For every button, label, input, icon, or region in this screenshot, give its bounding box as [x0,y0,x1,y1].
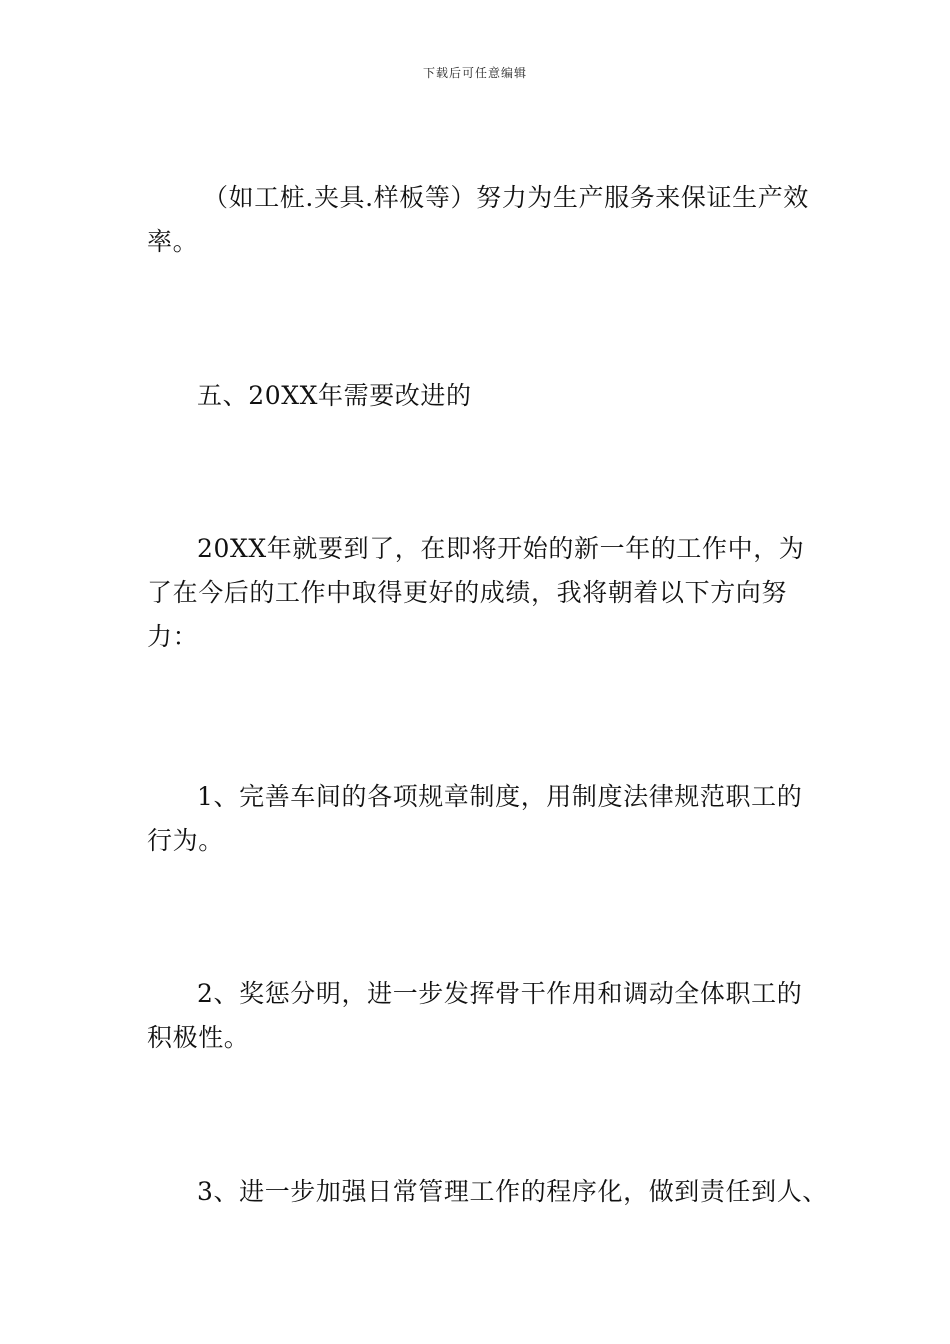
page-header: 下载后可任意编辑 [422,66,527,80]
list-item-2: 2、奖惩分明，进一步发挥骨干作用和调动全体职工的积极性。 [147,979,803,1052]
list-item-1: 1、完善车间的各项规章制度，用制度法律规范职工的行为。 [147,782,803,855]
paragraph-production-efficiency: （如工桩.夹具.样板等）努力为生产服务来保证生产效率。 [147,183,809,256]
paragraph-new-year-intro: 20XX年就要到了，在即将开始的新一年的工作中，为了在今后的工作中取得更好的成绩，我将朝着以下方向努力： [147,534,805,651]
list-item-3: 3、进一步加强日常管理工作的程序化，做到责任到人、 [197,1177,828,1206]
section-heading-improvements: 五、20XX年需要改进的 [197,381,472,410]
